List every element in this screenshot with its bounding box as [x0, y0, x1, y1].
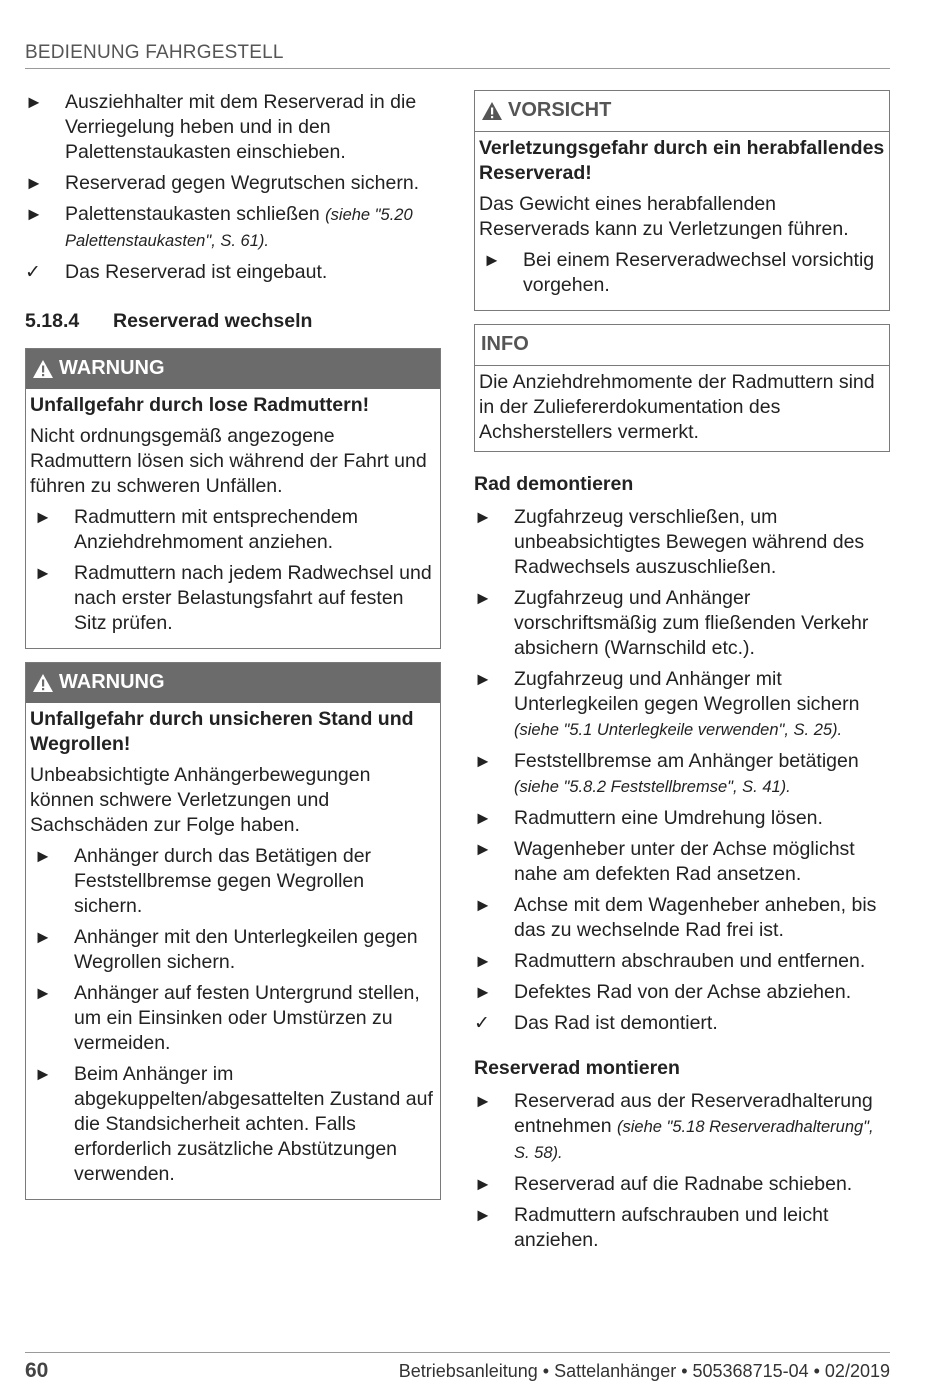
step-text: Achse mit dem Wagenheber anheben, bis das zu wechselnde Rad frei ist.: [514, 894, 877, 941]
list-item: [474, 1203, 890, 1253]
step-text: Anhänger durch das Betätigen der Feststellbremse gegen Wegrollen sichern.: [74, 845, 372, 917]
arrow-bullet-icon: ►: [474, 1091, 492, 1111]
step-text: Anhänger auf festen Untergrund stellen, um ein Einsinken oder Umstürzen zu vermeiden.: [74, 982, 420, 1054]
list-item: [474, 837, 890, 887]
list-item: [34, 925, 436, 975]
step-text: Radmuttern abschrauben und entfernen.: [514, 950, 866, 972]
cross-reference-link[interactable]: (siehe "5.18 Reserveradhalterung", S. 58).: [514, 1118, 874, 1162]
caution-body: [475, 132, 889, 310]
document-info: Betriebsanleitung • Sattelanhänger • 505368715-04 • 02/2019: [398, 1361, 890, 1381]
arrow-bullet-icon: ►: [474, 1205, 492, 1225]
warning-box: [25, 348, 441, 649]
list-item: [474, 667, 890, 743]
list-item: [34, 844, 436, 919]
step-text: Reserverad aus der Reserveradhalterung entnehmen: [514, 1090, 873, 1137]
step-text: Ausziehhalter mit dem Reserverad in die Verriegelung heben und in den Palettenstaukasten einschieben.: [65, 91, 417, 163]
info-body: [475, 366, 889, 451]
arrow-bullet-icon: ►: [474, 982, 492, 1002]
warning-lead: Unfallgefahr durch lose Radmuttern!: [30, 394, 370, 416]
arrow-bullet-icon: ►: [474, 1174, 492, 1194]
info-header: [475, 325, 889, 366]
caution-label: VORSICHT: [508, 99, 612, 121]
warning-label: WARNUNG: [59, 357, 165, 379]
step-text: Wagenheber unter der Achse möglichst nahe am defekten Rad ansetzen.: [514, 838, 855, 885]
warning-triangle-icon: [32, 359, 54, 379]
list-item: [34, 561, 436, 636]
arrow-bullet-icon: ►: [25, 204, 43, 224]
warning-header: [26, 349, 440, 389]
caution-box: [474, 90, 890, 311]
caution-header: [475, 91, 889, 132]
subsection-title: Rad demontieren: [474, 473, 634, 495]
step-text: Anhänger mit den Unterlegkeilen gegen Wegrollen sichern.: [74, 926, 418, 973]
step-text: Bei einem Reserveradwechsel vorsichtig vorgehen.: [523, 249, 875, 296]
step-text: Reserverad gegen Wegrutschen sichern.: [65, 172, 420, 194]
list-item: [34, 981, 436, 1056]
arrow-bullet-icon: ►: [34, 846, 52, 866]
checkmark-icon: ✓: [474, 1013, 490, 1034]
info-text: Die Anziehdrehmomente der Radmuttern sind in der Zuliefererdokumentation des Achsherstellers vermerkt.: [479, 371, 875, 443]
list-item: [474, 806, 890, 831]
arrow-bullet-icon: ►: [474, 507, 492, 527]
section-title: Reserverad wechseln: [113, 310, 313, 332]
step-text: Reserverad auf die Radnabe schieben.: [514, 1173, 853, 1195]
caution-text: Das Gewicht eines herabfallenden Reserverads kann zu Verletzungen führen.: [479, 193, 849, 240]
list-item: [474, 1089, 890, 1166]
warning-header: [26, 663, 440, 703]
step-text: Feststellbremse am Anhänger betätigen: [514, 750, 859, 772]
step-text: Radmuttern nach jedem Radwechsel und nach erster Belastungsfahrt auf festen Sitz prüfen.: [74, 562, 432, 634]
list-item: [474, 893, 890, 943]
arrow-bullet-icon: ►: [34, 1064, 52, 1084]
arrow-bullet-icon: ►: [34, 927, 52, 947]
page-footer: [25, 1352, 890, 1383]
page-header: BEDIENUNG FAHRGESTELL: [25, 42, 890, 69]
arrow-bullet-icon: ►: [34, 563, 52, 583]
warning-label: WARNUNG: [59, 671, 165, 693]
section-number: 5.18.4: [25, 310, 80, 332]
info-label: INFO: [481, 333, 529, 355]
warning-text: Nicht ordnungsgemäß angezogene Radmuttern lösen sich während der Fahrt und führen zu schweren Unfällen.: [30, 425, 427, 497]
step-text: Radmuttern eine Umdrehung lösen.: [514, 807, 823, 829]
step-text: Palettenstaukasten schließen: [65, 203, 326, 225]
caution-lead: Verletzungsgefahr durch ein herabfallendes Reserverad!: [479, 137, 885, 184]
section-heading: [25, 309, 441, 334]
arrow-bullet-icon: ►: [474, 839, 492, 859]
arrow-bullet-icon: ►: [474, 751, 492, 771]
warning-box: [25, 662, 441, 1200]
warning-triangle-icon: [32, 673, 54, 693]
list-item: [25, 171, 441, 196]
checkmark-icon: ✓: [25, 262, 41, 283]
list-item: [474, 949, 890, 974]
step-text: Zugfahrzeug und Anhänger mit Unterlegkeilen gegen Wegrollen sichern: [514, 668, 860, 715]
arrow-bullet-icon: ►: [474, 588, 492, 608]
list-item: [474, 980, 890, 1005]
warning-triangle-icon: [481, 101, 503, 121]
arrow-bullet-icon: ►: [474, 951, 492, 971]
list-item: [474, 1011, 890, 1036]
left-column: [25, 90, 441, 1213]
step-text: Radmuttern mit entsprechendem Anziehdrehmoment anziehen.: [74, 506, 358, 553]
list-item: [474, 505, 890, 580]
list-item: [34, 1062, 436, 1187]
arrow-bullet-icon: ►: [483, 250, 501, 270]
cross-reference-link[interactable]: (siehe "5.8.2 Feststellbremse", S. 41).: [514, 778, 791, 796]
step-text: Zugfahrzeug verschließen, um unbeabsichtigtes Bewegen während des Radwechsels auszuschließen.: [514, 506, 865, 578]
right-column: [474, 90, 890, 1259]
warning-body: [26, 703, 440, 1199]
arrow-bullet-icon: ►: [474, 808, 492, 828]
warning-lead: Unfallgefahr durch unsicheren Stand und Wegrollen!: [30, 708, 414, 755]
list-item: [25, 260, 441, 285]
list-item: [25, 202, 441, 254]
warning-body: [26, 389, 440, 648]
page-number: 60: [25, 1359, 49, 1382]
info-box: [474, 324, 890, 452]
step-text: Beim Anhänger im abgekuppelten/abgesattelten Zustand auf die Standsicherheit achten. Falls erforderlich zusätzliche Abstützungen verwenden.: [74, 1063, 433, 1185]
list-item: [25, 90, 441, 165]
arrow-bullet-icon: ►: [474, 895, 492, 915]
step-text: Zugfahrzeug und Anhänger vorschriftsmäßig zum fließenden Verkehr absichern (Warnschild etc.).: [514, 587, 869, 659]
arrow-bullet-icon: ►: [25, 173, 43, 193]
list-item: [34, 505, 436, 555]
arrow-bullet-icon: ►: [34, 983, 52, 1003]
step-text: Das Rad ist demontiert.: [514, 1012, 718, 1034]
step-text: Das Reserverad ist eingebaut.: [65, 261, 328, 283]
arrow-bullet-icon: ►: [474, 669, 492, 689]
step-text: Defektes Rad von der Achse abziehen.: [514, 981, 852, 1003]
subsection-title: Reserverad montieren: [474, 1057, 680, 1079]
list-item: [474, 1172, 890, 1197]
list-item: [474, 586, 890, 661]
list-item: [474, 749, 890, 800]
list-item: [483, 248, 885, 298]
arrow-bullet-icon: ►: [34, 507, 52, 527]
arrow-bullet-icon: ►: [25, 92, 43, 112]
cross-reference-link[interactable]: (siehe "5.20 Palettenstaukasten", S. 61).: [65, 206, 413, 250]
step-text: Radmuttern aufschrauben und leicht anziehen.: [514, 1204, 829, 1251]
cross-reference-link[interactable]: (siehe "5.1 Unterlegkeile verwenden", S. 25).: [514, 721, 843, 739]
warning-text: Unbeabsichtigte Anhängerbewegungen können schwere Verletzungen und Sachschäden zur Folge haben.: [30, 764, 371, 836]
